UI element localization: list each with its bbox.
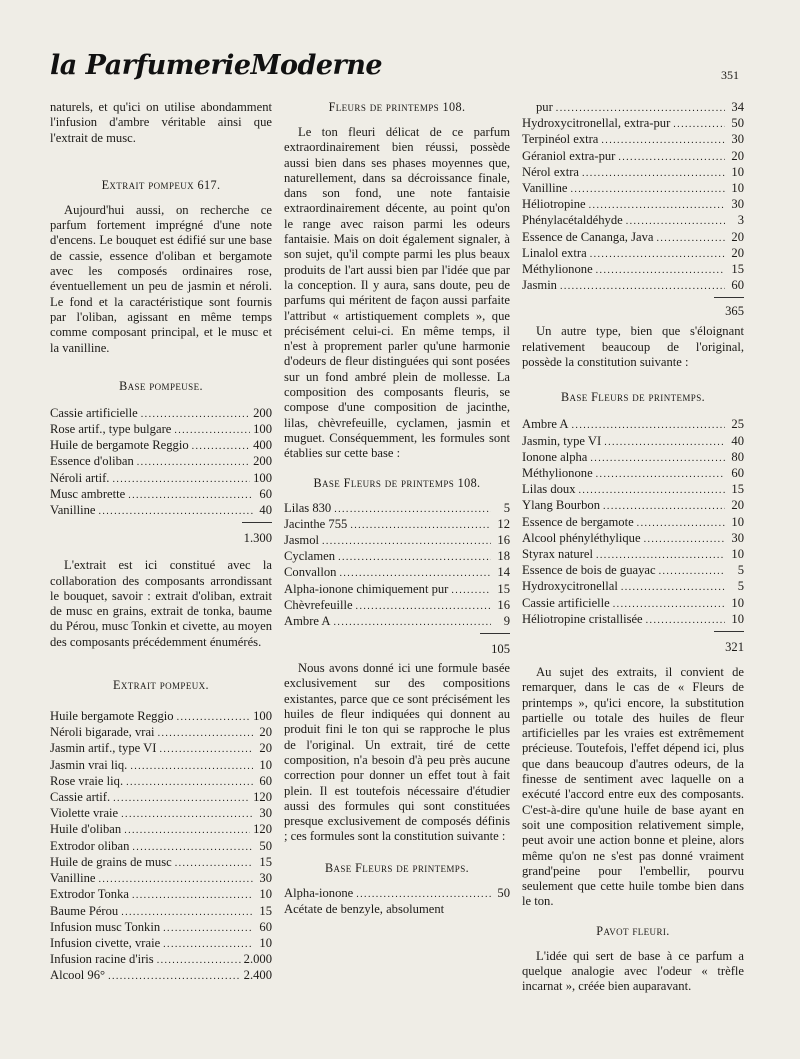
- leader-dots: [132, 840, 253, 855]
- ingredient-name: Styrax naturel: [522, 546, 593, 561]
- ingredient-list: [522, 417, 744, 628]
- ingredient-name: Méthylionone: [522, 465, 593, 480]
- ingredient-value: 10: [731, 514, 744, 529]
- ingredient-name: Violette vraie: [50, 806, 119, 821]
- ingredient-name: Huile de grains de musc: [50, 854, 172, 869]
- list-item: [284, 533, 510, 549]
- leader-dots: [350, 518, 491, 533]
- list-item: [50, 454, 272, 470]
- list-item: [522, 466, 744, 482]
- leader-dots: [112, 472, 250, 487]
- ingredient-name: Jasmol: [284, 532, 319, 547]
- ingredient-name: Héliotropine: [522, 197, 586, 212]
- leader-dots: [108, 969, 241, 984]
- ingredient-value: 60: [259, 919, 272, 934]
- ingredient-value: 20: [259, 741, 272, 756]
- ingredient-name: Lilas doux: [522, 482, 576, 497]
- list-item: [522, 531, 744, 547]
- ingredient-name: Essence de Cananga, Java: [522, 229, 654, 244]
- leader-dots: [618, 150, 725, 165]
- formula-total: 1.300: [243, 531, 272, 546]
- ingredient-name: Cassie artif.: [50, 790, 111, 805]
- list-item: [284, 886, 510, 902]
- list-item: [284, 517, 510, 533]
- leader-dots: [174, 423, 250, 438]
- leader-dots: [339, 566, 491, 581]
- ingredient-value: 40: [731, 433, 744, 448]
- ingredient-value: 16: [497, 597, 510, 612]
- ingredient-value: 16: [497, 532, 510, 547]
- ingredient-value: 50: [731, 116, 744, 131]
- list-item: [522, 563, 744, 579]
- list-item: [50, 438, 272, 454]
- ingredient-name: Huile de bergamote Reggio: [50, 438, 189, 453]
- ingredient-value: 14: [497, 565, 510, 580]
- leader-dots: [590, 451, 725, 466]
- list-item: [522, 498, 744, 514]
- sum-rule: [714, 631, 744, 632]
- ingredient-value: 80: [731, 449, 744, 464]
- list-item: [284, 565, 510, 581]
- ingredient-name: Méthylionone: [522, 262, 593, 277]
- ingredient-value: 10: [731, 611, 744, 626]
- ingredient-name: Alcool phényléthylique: [522, 530, 641, 545]
- list-item: [522, 246, 744, 262]
- list-item: [50, 471, 272, 487]
- ingredient-value: 30: [731, 530, 744, 545]
- leader-dots: [159, 742, 253, 757]
- leader-dots: [356, 887, 491, 902]
- column-2: [284, 100, 510, 917]
- list-item: [522, 596, 744, 612]
- ingredient-name: Ambre A: [522, 417, 569, 432]
- leader-dots: [604, 435, 725, 450]
- ingredient-value: 30: [731, 132, 744, 147]
- ingredient-value: 9: [503, 613, 510, 628]
- ingredient-value: 100: [253, 422, 272, 437]
- ingredient-name: Jacinthe 755: [284, 516, 348, 531]
- ingredient-name: Ionone alpha: [522, 449, 588, 464]
- leader-dots: [560, 279, 725, 294]
- ingredient-list: [284, 886, 510, 917]
- section-heading: Extrait pompeux.: [113, 678, 209, 693]
- leader-dots: [126, 775, 253, 790]
- ingredient-value: 10: [731, 181, 744, 196]
- ingredient-value: 5: [737, 563, 744, 578]
- list-item: [284, 902, 510, 917]
- list-item: [50, 855, 272, 871]
- ingredient-name: Alpha-ionone chimiquement pur: [284, 581, 449, 596]
- section-heading: Base Fleurs de printemps.: [324, 860, 470, 875]
- journal-masthead: la ParfumerieModerne: [50, 50, 383, 81]
- list-item: [522, 612, 744, 628]
- ingredient-name: Terpinéol extra: [522, 132, 599, 147]
- ingredient-value: 10: [259, 887, 272, 902]
- section-heading: Fleurs de printemps 108.: [328, 100, 466, 114]
- leader-dots: [137, 455, 250, 470]
- list-item: [50, 725, 272, 741]
- ingredient-name: Nérol extra: [522, 164, 579, 179]
- leader-dots: [659, 564, 725, 579]
- list-item: [284, 582, 510, 598]
- ingredient-value: 12: [497, 516, 510, 531]
- sum-rule: [242, 522, 272, 523]
- leader-dots: [177, 710, 251, 725]
- list-item: [50, 503, 272, 519]
- ingredient-name: Infusion civette, vraie: [50, 935, 161, 950]
- leader-dots: [192, 439, 250, 454]
- formula-total: 105: [491, 642, 510, 657]
- ingredient-name: Cassie artificielle: [522, 595, 610, 610]
- sum-rule: [480, 633, 510, 634]
- leader-dots: [113, 791, 250, 806]
- leader-dots: [356, 599, 491, 614]
- leader-dots: [596, 467, 725, 482]
- list-item: [284, 614, 510, 630]
- ingredient-value: 100: [253, 470, 272, 485]
- list-item: [522, 181, 744, 197]
- list-item: [50, 920, 272, 936]
- leader-dots: [601, 133, 725, 148]
- ingredient-name: Géraniol extra-pur: [522, 148, 616, 163]
- ingredient-value: 30: [731, 197, 744, 212]
- leader-dots: [613, 597, 725, 612]
- leader-dots: [158, 726, 253, 741]
- ingredient-name: Convallon: [284, 565, 337, 580]
- ingredient-name: Ylang Bourbon: [522, 498, 601, 513]
- ingredient-value: 2.000: [243, 952, 272, 967]
- ingredient-name: Extrodor oliban: [50, 838, 130, 853]
- leader-dots: [596, 548, 725, 563]
- ingredient-value: 34: [731, 100, 744, 114]
- ingredient-value: 20: [731, 498, 744, 513]
- ingredient-name: Néroli artif.: [50, 470, 110, 485]
- list-item: [50, 806, 272, 822]
- list-item: [50, 406, 272, 422]
- leader-dots: [596, 263, 725, 278]
- list-item: [284, 501, 510, 517]
- formula-total: 321: [725, 639, 744, 654]
- list-item: [50, 904, 272, 920]
- ingredient-value: 200: [253, 454, 272, 469]
- paragraph: L'idée qui sert de base à ce parfum a quelque analogie avec l'odeur « trèfle incarnat », créée bien auparavant.: [522, 948, 744, 994]
- list-item: [50, 822, 272, 838]
- list-item: [522, 213, 744, 229]
- leader-dots: [556, 101, 725, 116]
- ingredient-name: Essence de bergamote: [522, 514, 634, 529]
- list-item: [522, 132, 744, 148]
- leader-dots: [656, 231, 725, 246]
- ingredient-name: Jasmin, type VI: [522, 433, 602, 448]
- leader-dots: [157, 953, 241, 968]
- section-heading: Base Fleurs de printemps 108.: [313, 475, 481, 490]
- list-item: [522, 165, 744, 181]
- ingredient-value: 10: [259, 935, 272, 950]
- list-item: [50, 741, 272, 757]
- list-item: [284, 598, 510, 614]
- list-item: [50, 487, 272, 503]
- ingredient-list: [50, 406, 272, 519]
- list-item: [522, 278, 744, 294]
- ingredient-name: Alpha-ionone: [284, 885, 354, 900]
- list-item: [522, 100, 744, 116]
- ingredient-name: Baume Pérou: [50, 903, 119, 918]
- ingredient-value: 20: [731, 245, 744, 260]
- leader-dots: [646, 613, 725, 628]
- ingredient-value: 400: [253, 438, 272, 453]
- ingredient-list: [50, 709, 272, 984]
- leader-dots: [124, 823, 250, 838]
- list-item: [522, 434, 744, 450]
- ingredient-value: 25: [731, 417, 744, 432]
- ingredient-name: Cyclamen: [284, 549, 336, 564]
- list-item: [50, 887, 272, 903]
- ingredient-value: 5: [503, 500, 510, 515]
- ingredient-value: 50: [259, 838, 272, 853]
- paragraph: Au sujet des extraits, il convient de remarquer, dans le cas de « Fleurs de printemps », qu'ici encore, la substitution partielle ou totale des huiles de fleur artificielles par les vraies est extrêmement précieuse. Toutefois, l'effet dépend ici, plus que dans beaucoup d'autres odeurs, de la finesse de sentiment avec laquelle on a exécuté l'accord entre eux des composants. C'est-à-dire qu'une huile de base ayant en soit une composition relativement simple, peut avoir une action bonne et pleine, alors même qu'on ne s'est pas donné vraiment grand'peine pour l'embellir, pourvu seulement que cette huile tombe bien dans le ton.: [522, 664, 744, 909]
- ingredient-name: Jasmin: [522, 278, 557, 293]
- leader-dots: [637, 516, 725, 531]
- leader-dots: [451, 583, 491, 598]
- ingredient-name: Linalol extra: [522, 245, 587, 260]
- list-item: [50, 758, 272, 774]
- ingredient-name: Néroli bigarade, vrai: [50, 725, 155, 740]
- paragraph: L'extrait est ici constitué avec la collaboration des composants arrondissant le bouquet, savoir : extrait d'oliban, extrait de musc en grains, extrait de tonka, baume du Pérou, musc Tonkin et civette, au moyen des composants précédemment énumérés.: [50, 558, 272, 649]
- leader-dots: [98, 504, 253, 519]
- leader-dots: [673, 117, 725, 132]
- leader-dots: [603, 499, 725, 514]
- ingredient-value: 15: [731, 482, 744, 497]
- ingredient-name: Rose artif., type bulgare: [50, 422, 172, 437]
- ingredient-name: Ambre A: [284, 613, 331, 628]
- ingredient-name: Chèvrefeuille: [284, 597, 353, 612]
- ingredient-value: 60: [259, 486, 272, 501]
- list-item: [50, 839, 272, 855]
- ingredient-name: Essence d'oliban: [50, 454, 134, 469]
- list-item: [284, 549, 510, 565]
- ingredient-list: [522, 100, 744, 294]
- sum-rule: [714, 297, 744, 298]
- paragraph: Nous avons donné ici une formule basée exclusivement sur des compositions existantes, parce que ce sont précisément les huiles de fleur indiquées qui donnent au produit fini le ton qui se rapproche le plus de l'original. Un extrait, tiré de cette composition, n'a besoin d'à peu près aucune correction pour donner un effet tout à fait plein. Il est toutefois nécessaire d'étudier aussi des formules qui sont constituées presque exclusivement de composés définis ; ces formules sont la constitution suivante :: [284, 661, 510, 844]
- ingredient-name: Huile bergamote Reggio: [50, 709, 174, 724]
- leader-dots: [175, 856, 253, 871]
- leader-dots: [626, 214, 725, 229]
- ingredient-name: Huile d'oliban: [50, 822, 122, 837]
- ingredient-list: [284, 501, 510, 631]
- ingredient-name: Héliotropine cristallisée: [522, 611, 643, 626]
- list-item: [522, 197, 744, 213]
- leader-dots: [334, 615, 491, 630]
- ingredient-name: Infusion musc Tonkin: [50, 919, 161, 934]
- ingredient-value: 5: [737, 579, 744, 594]
- list-item: [522, 547, 744, 563]
- ingredient-value: 15: [731, 262, 744, 277]
- ingredient-value: 10: [731, 595, 744, 610]
- list-item: [522, 482, 744, 498]
- paragraph: Le ton fleuri délicat de ce parfum extraordinairement bien réussi, possède aussi bien dans ses phases moyennes que, naturellement, dans sa décroissance finale, dans son fond, une note fantaisie extraordinairement décente, au point qu'on le range avec raison parmi les odeurs fantaisie. Mais on doit également signaler, à son sujet, qu'il compte parmi les plus beaux produits de l'art aussi bien par l'idée que par la conception. Il y aura, sans doute, peu de parfums qui méritent de façon aussi parfaite l'attribut « artistiquement complets », que précisément celui-ci. En même temps, il n'est à proprement parler qu'une harmonie d'odeurs de fleur distinguées qui sont posées sur un fond ambré plein de mollesse. La composition des composants fleuris, se compose d'une composition de jacinthe, lilas, chèvrefeuille, cyclamen, jasmin et muguet. Conséquemment, les formules sont établies sur cette base :: [284, 125, 510, 461]
- ingredient-value: 200: [253, 405, 272, 420]
- ingredient-name: Jasmin vrai liq.: [50, 757, 128, 772]
- section-heading: Extrait pompeux 617.: [101, 177, 221, 192]
- list-item: [50, 422, 272, 438]
- list-item: [50, 871, 272, 887]
- leader-dots: [98, 872, 253, 887]
- list-item: [50, 774, 272, 790]
- ingredient-value: 10: [731, 164, 744, 179]
- list-item: [522, 417, 744, 433]
- ingredient-value: 18: [497, 549, 510, 564]
- list-item: [522, 262, 744, 278]
- list-item: [522, 450, 744, 466]
- leader-dots: [589, 198, 725, 213]
- ingredient-value: 20: [259, 725, 272, 740]
- leader-dots: [572, 418, 725, 433]
- ingredient-value: 15: [497, 581, 510, 596]
- ingredient-value: 15: [259, 854, 272, 869]
- leader-dots: [163, 921, 253, 936]
- ingredient-name: Vanilline: [522, 181, 568, 196]
- ingredient-name: Extrodor Tonka: [50, 887, 129, 902]
- list-item: [522, 230, 744, 246]
- section-heading: Base pompeuse.: [119, 378, 203, 393]
- ingredient-value: 2.400: [243, 968, 272, 983]
- leader-dots: [128, 488, 253, 503]
- leader-dots: [338, 550, 491, 565]
- leader-dots: [141, 407, 250, 422]
- ingredient-value: 30: [259, 871, 272, 886]
- leader-dots: [121, 905, 253, 920]
- ingredient-value: 60: [731, 278, 744, 293]
- list-item: [50, 709, 272, 725]
- ingredient-value: 10: [259, 757, 272, 772]
- leader-dots: [582, 166, 725, 181]
- ingredient-name: Jasmin artif., type VI: [50, 741, 157, 756]
- leader-dots: [132, 888, 253, 903]
- ingredient-value: 120: [253, 822, 272, 837]
- ingredient-name: Hydroxycitronellal: [522, 579, 618, 594]
- leader-dots: [570, 182, 725, 197]
- ingredient-name: Cassie artificielle: [50, 405, 138, 420]
- ingredient-name: Infusion racine d'iris: [50, 952, 154, 967]
- ingredient-value: 20: [731, 148, 744, 163]
- page-number: 351: [721, 68, 739, 82]
- leader-dots: [322, 534, 491, 549]
- ingredient-name: Essence de bois de guayac: [522, 563, 656, 578]
- ingredient-value: 60: [259, 773, 272, 788]
- ingredient-value: 100: [253, 709, 272, 724]
- leader-dots: [163, 937, 253, 952]
- leader-dots: [621, 580, 725, 595]
- ingredient-value: 50: [497, 885, 510, 900]
- list-item: [50, 790, 272, 806]
- column-1: [50, 100, 272, 985]
- ingredient-name: pur: [536, 100, 553, 114]
- leader-dots: [579, 483, 725, 498]
- ingredient-name: Alcool 96°: [50, 968, 106, 983]
- ingredient-value: 20: [731, 229, 744, 244]
- ingredient-value: 120: [253, 790, 272, 805]
- list-item: [522, 515, 744, 531]
- ingredient-value: 15: [259, 903, 272, 918]
- list-item: [50, 936, 272, 952]
- leader-dots: [644, 532, 725, 547]
- leader-dots: [334, 502, 491, 517]
- list-item: [522, 149, 744, 165]
- section-heading: Pavot fleuri.: [596, 923, 670, 938]
- ingredient-name: Phénylacétaldéhyde: [522, 213, 623, 228]
- paragraph: Un autre type, bien que s'éloignant relativement beaucoup de l'original, possède la constitution suivante :: [522, 324, 744, 370]
- ingredient-name: Musc ambrette: [50, 486, 126, 501]
- leader-dots: [130, 759, 253, 774]
- list-item: [50, 952, 272, 968]
- list-item: [522, 579, 744, 595]
- ingredient-value: 40: [259, 503, 272, 518]
- paragraph-intro: naturels, et qu'ici on utilise abondamment l'infusion d'ambre véritable ainsi que l'extrait de musc.: [50, 100, 272, 145]
- column-3: [522, 100, 744, 995]
- leader-dots: [590, 247, 725, 262]
- ingredient-value: 60: [731, 465, 744, 480]
- ingredient-name: Hydroxycitronellal, extra-pur: [522, 116, 671, 131]
- formula-total: 365: [725, 304, 744, 319]
- list-item: [50, 968, 272, 984]
- ingredient-name: Acétate de benzyle, absolument: [284, 901, 445, 916]
- ingredient-value: 10: [731, 546, 744, 561]
- ingredient-name: Lilas 830: [284, 500, 332, 515]
- section-heading: Base Fleurs de printemps.: [560, 390, 706, 405]
- ingredient-value: 30: [259, 806, 272, 821]
- list-item: [522, 116, 744, 132]
- ingredient-name: Rose vraie liq.: [50, 773, 124, 788]
- ingredient-name: Vanilline: [50, 871, 96, 886]
- paragraph: Aujourd'hui aussi, on recherche ce parfum fortement imprégné d'une note d'encens. Le bouquet est édifié sur une base de cassie, essence d'oliban et bergamote avec les composés ordinaires rose, éventuellement un peu de jasmin et néroli. Le fond et la caractéristique sont fournis par l'oliban, agissant en même temps comme composant principal, et le musc et la vanilline.: [50, 202, 272, 355]
- ingredient-value: 3: [737, 213, 744, 228]
- leader-dots: [121, 807, 253, 822]
- ingredient-name: Vanilline: [50, 503, 96, 518]
